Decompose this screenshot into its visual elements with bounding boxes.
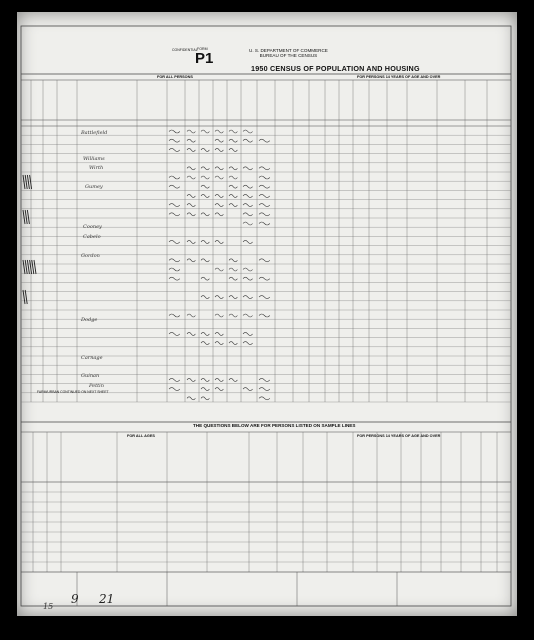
census-form-sheet — [17, 12, 517, 616]
sheet-number-secondary: 21 — [99, 592, 115, 606]
section-all-persons: FOR ALL PERSONS — [157, 75, 193, 79]
surname-entry: Guinan — [81, 373, 100, 379]
surname-entry: Gordon — [81, 253, 100, 259]
form-grid — [17, 12, 517, 616]
surname-entry: Williams — [83, 156, 105, 162]
surname-entry: Wirth — [89, 165, 104, 171]
surname-entry: Gumey — [85, 184, 103, 190]
surname-entry: Battlefield — [81, 130, 108, 136]
continued-note: FARM/URBAN CONTINUED ON NEXT SHEET — [37, 390, 109, 394]
surname-entry: Cooney — [83, 224, 102, 230]
surname-entry: Carnage — [81, 355, 103, 361]
department-header — [249, 48, 328, 59]
surname-entry: Cabelo — [83, 234, 101, 240]
bottom-mark: 15 — [43, 602, 54, 611]
form-id: P1 — [195, 50, 214, 67]
bureau-name: BUREAU OF THE CENSUS — [259, 53, 318, 59]
sample-section-title: THE QUESTIONS BELOW ARE FOR PERSONS LISTED ON SAMPLE LINES — [193, 423, 356, 428]
sample-persons-14: FOR PERSONS 14 YEARS OF AGE AND OVER — [357, 434, 441, 438]
section-persons-14: FOR PERSONS 14 YEARS OF AGE AND OVER — [357, 75, 441, 79]
form-label: FORM — [197, 47, 208, 51]
surname-entry: Pettin — [89, 383, 104, 389]
form-title: 1950 CENSUS OF POPULATION AND HOUSING — [251, 64, 420, 73]
sheet-number: 9 — [71, 592, 79, 606]
sample-all-ages: FOR ALL AGES — [127, 434, 155, 438]
department-name: U. S. DEPARTMENT OF COMMERCE — [249, 48, 328, 53]
confidential-label: CONFIDENTIAL — [172, 48, 198, 52]
surname-entry: Dodge — [81, 317, 98, 323]
